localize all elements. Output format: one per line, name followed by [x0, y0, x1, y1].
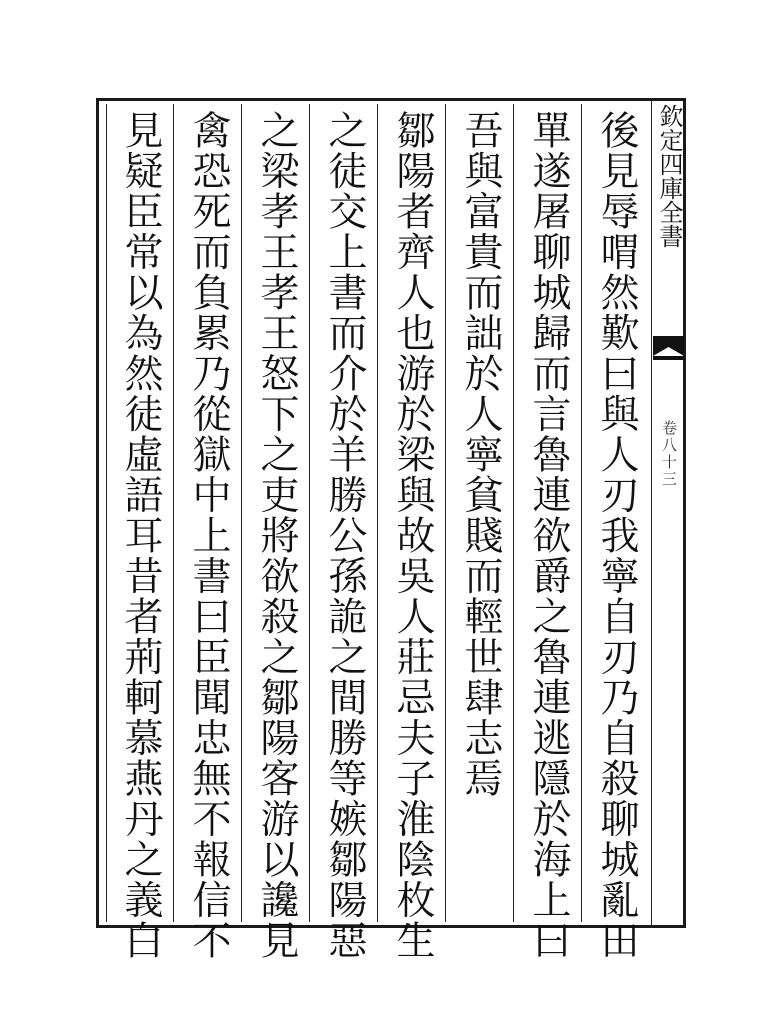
- column-rule: [513, 104, 514, 922]
- text-column: 見疑臣常以為然徒虛語耳昔者荊軻慕燕丹之義白: [118, 110, 163, 961]
- text-column: 單遂屠聊城歸而言魯連欲爵之魯連逃隱於海上曰: [526, 110, 571, 961]
- column-rule: [241, 104, 242, 922]
- column-rule: [309, 104, 310, 922]
- text-column: 之徒交上書而介於羊勝公孫詭之間勝等嫉鄒陽惡: [322, 110, 367, 961]
- text-column: 吾與富貴而詘於人寧貧賤而輕世肆志焉: [458, 110, 503, 799]
- fishtail-bar: [653, 356, 684, 360]
- text-column: 之梁孝王孝王怒下之吏將欲殺之鄒陽客游以讒見: [254, 110, 299, 961]
- column-rule: [173, 104, 174, 922]
- text-column: 鄒陽者齊人也游於梁與故吳人莊忌夫子淮陰枚生: [390, 110, 435, 961]
- text-column: 後見辱喟然歎曰與人刃我寧自刃乃自殺聊城亂田: [594, 110, 639, 961]
- column-rule: [445, 104, 446, 922]
- volume-number: 卷八十三: [660, 420, 678, 488]
- column-rule: [377, 104, 378, 922]
- text-column: 禽恐死而負累乃從獄中上書曰臣聞忠無不報信不: [186, 110, 231, 961]
- column-rule: [581, 104, 582, 922]
- book-title: 欽定四庫全書: [655, 104, 683, 248]
